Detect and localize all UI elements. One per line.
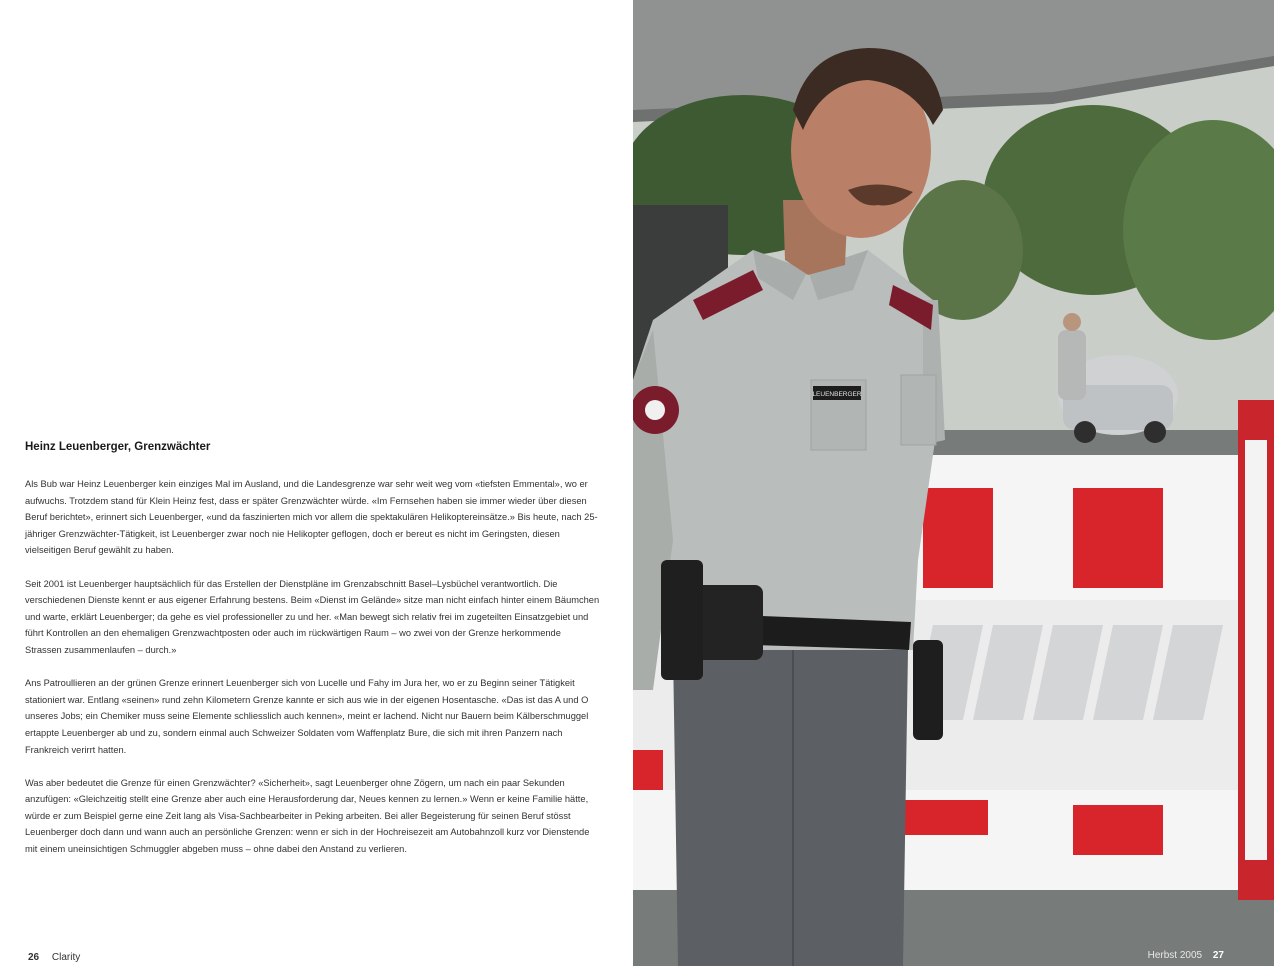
paragraph-1: Als Bub war Heinz Leuenberger kein einziges Mal im Ausland, und die Landesgrenze war sehr weit weg vom «tiefsten Emmental», wo er aufwuchs. Trotzdem stand für Klein Heinz fest, dass er später Grenzwächter würde. «Im Fernsehen haben sie immer wieder über diesen Beruf berichtet», erinnert sich Leuenberger, «und da faszinierten mich vor allem die spektakulären Helikoptereinsätze.» Bis heute, nach 25-jähriger Grenzwächter-Tätigkeit, ist Leuenberger zwar noch nie Helikopter geflogen, doch er bereut es nicht im Geringsten, diesen vielseitigen Beruf gewählt zu haben. bbox=[25, 479, 598, 556]
background-person-head bbox=[1063, 313, 1081, 331]
paragraph-4: Was aber bedeutet die Grenze für einen Grenzwächter? «Sicherheit», sagt Leuenberger ohne Zögern, um nach ein paar Sekunden anzufügen: «Gleichzeitig stellt eine Grenze aber auch eine Herausforderung dar, Neues kennen zu lernen.» Wenn er keine Familie hätte, würde er zum Beispiel gerne eine Zeit lang als Visa-Sachbearbeiter in Peking arbeiten. Bei aller Begeisterung für seinen Beruf stösst Leuenberger doch dann und wann auch an persönliche Grenzen: wenn er sich in der Hochreisezeit am Autobahnzoll kurz vor Dienstende mit einem uneinsichtigen Schmuggler abgeben muss – ohne dabei den Anstand zu verlieren. bbox=[25, 777, 590, 855]
car-wheel-1 bbox=[1074, 421, 1096, 443]
paragraph-3: Ans Patroullieren an der grünen Grenze erinnert Leuenberger sich von Lucelle und Fahy im Jura her, wo er zu Beginn seiner Tätigkeit stationiert war. Entlang «seinen» rund zehn Kilometern Grenze kannte er sich aus wie in der eigenen Hosentasche. «Das ist das A und O unseres Jobs; ein Chemiker muss seine Elemente schliesslich auch kennen», meint er lachend. Nicht nur Bauern beim Kälberschmuggel ertappte Leuenberger ab und zu, sondern einmal auch Schweizer Soldaten vom Waffenplatz Bure, die sich mit ihren Panzern nach Frankreich verirrt hatten. bbox=[25, 678, 589, 755]
magazine-name: Clarity bbox=[51, 952, 81, 963]
pylon-stripe bbox=[1245, 440, 1267, 860]
page-number-left: 26 bbox=[28, 952, 40, 963]
background-person bbox=[1058, 330, 1086, 400]
article-body bbox=[25, 476, 600, 874]
folio-left bbox=[28, 952, 80, 963]
issue-label: Herbst 2005 bbox=[1147, 950, 1203, 961]
paragraph-2: Seit 2001 ist Leuenberger hauptsächlich für das Erstellen der Dienstpläne im Grenzabschnitt Basel–Lysbüchel verantwortlich. Die verschiedenen Dienste kennt er aus eigener Erfahrung bestens. Beim «Dienst im Gelände» sitze man nicht einfach hinter einem Bäumchen und warte, erklärt Leuenberger; da gehe es viel professioneller zu und her. «Man bewegt sich relativ frei im zugeteilten Einsatzgebiet und führt Kontrollen an den ehemaligen Grenzwachtposten oder auch im rückwärtigen Raum – wo zwei von der Grenze herkommende Strassen zusammenlaufen – durch.» bbox=[25, 578, 600, 655]
folio-right bbox=[1148, 950, 1224, 961]
article-heading: Heinz Leuenberger, Grenzwächter bbox=[25, 441, 211, 453]
car-wheel-2 bbox=[1144, 421, 1166, 443]
portrait-photo bbox=[633, 0, 1274, 966]
page-number-right: 27 bbox=[1212, 950, 1224, 961]
photo-illustration bbox=[633, 0, 1274, 966]
left-page bbox=[0, 0, 633, 974]
name-tag-text: LEUENBERGER bbox=[812, 391, 862, 398]
